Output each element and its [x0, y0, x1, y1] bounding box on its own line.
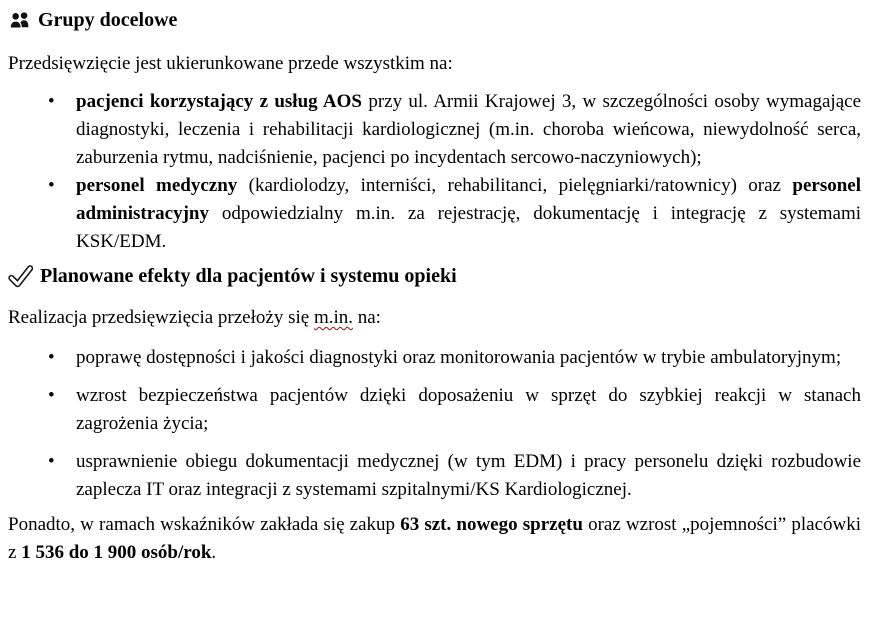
section-heading-text: Grupy docelowe	[38, 9, 178, 31]
list-item	[48, 448, 861, 504]
bold-text-run: personel administracyjny	[76, 175, 861, 224]
bullet-icon: •	[48, 347, 55, 368]
text-run: poprawę dostępności i jakości diagnostyki oraz monitorowania pacjentów w trybie ambulatoryjnym;	[76, 347, 842, 368]
bold-text-run: pacjenci korzystający z usług AOS	[76, 91, 362, 112]
intro-paragraph	[8, 49, 861, 78]
list-item-text	[76, 385, 861, 434]
text-run: (kardiolodzy, interniści, rehabilitanci, pielęgniarki/ratownicy) oraz	[237, 175, 793, 196]
text-run: Ponadto, w ramach wskaźników zakłada się zakup	[8, 514, 401, 535]
list-item-text	[76, 175, 861, 252]
text-run: przy ul. Armii Krajowej 3, w szczególności osoby wymagające diagnostyki, leczenia i rehabilitacji kardiologicznej (m.in. choroba wieńcowa, niewydolność serca, zaburzenia rytmu, nadciśnienie, pacjenci po incydentach sercowo-naczyniowych);	[76, 91, 862, 168]
bold-text-run: 1 536 do 1 900 osób/rok	[21, 542, 212, 563]
target-groups-list	[8, 88, 861, 256]
section-heading-text: Planowane efekty dla pacjentów i systemu opieki	[40, 265, 457, 287]
text-run: usprawnienie obiegu dokumentacji medycznej (w tym EDM) i pracy personelu dzięki rozbudowie zaplecza IT oraz integracji z systemami szpitalnymi/KS Kardiologicznej.	[76, 451, 861, 500]
summary-paragraph	[8, 511, 861, 567]
text-run: na:	[353, 307, 381, 328]
check-icon	[8, 265, 33, 288]
text-run: oraz wzrost „pojemności” placówki z	[8, 514, 862, 563]
misspelled-word: m.in.	[313, 307, 353, 328]
bold-text-run: personel medyczny	[76, 175, 238, 196]
bullet-icon: •	[48, 175, 55, 196]
list-item	[48, 382, 861, 438]
people-icon	[8, 11, 31, 29]
text-run: odpowiedzialny m.in. za rejestrację, dokumentację i integrację z systemami KSK/EDM.	[76, 203, 861, 252]
bullet-icon: •	[48, 451, 55, 472]
text-run: wzrost bezpieczeństwa pacjentów dzięki doposażeniu w sprzęt do szybkiej reakcji w stanach zagrożenia życia;	[76, 385, 861, 434]
list-item	[48, 172, 861, 256]
list-item-text	[76, 91, 861, 168]
planned-effects-list	[8, 344, 861, 504]
bold-text-run: 63 szt. nowego sprzętu	[400, 514, 583, 535]
text-run: Realizacja przedsięwzięcia przełoży się	[8, 307, 314, 328]
list-item	[48, 88, 862, 172]
section-heading-planned-effects	[8, 261, 861, 291]
list-item-text	[76, 347, 841, 368]
list-item-text	[76, 451, 861, 500]
text-run: Przedsięwzięcie jest ukierunkowane przede wszystkim na:	[8, 53, 453, 74]
section-heading-target-groups	[8, 5, 861, 35]
bullet-icon: •	[48, 385, 55, 406]
intro-paragraph	[8, 303, 861, 332]
text-run: .	[211, 542, 217, 563]
list-item	[48, 344, 861, 372]
bullet-icon: •	[48, 91, 55, 112]
